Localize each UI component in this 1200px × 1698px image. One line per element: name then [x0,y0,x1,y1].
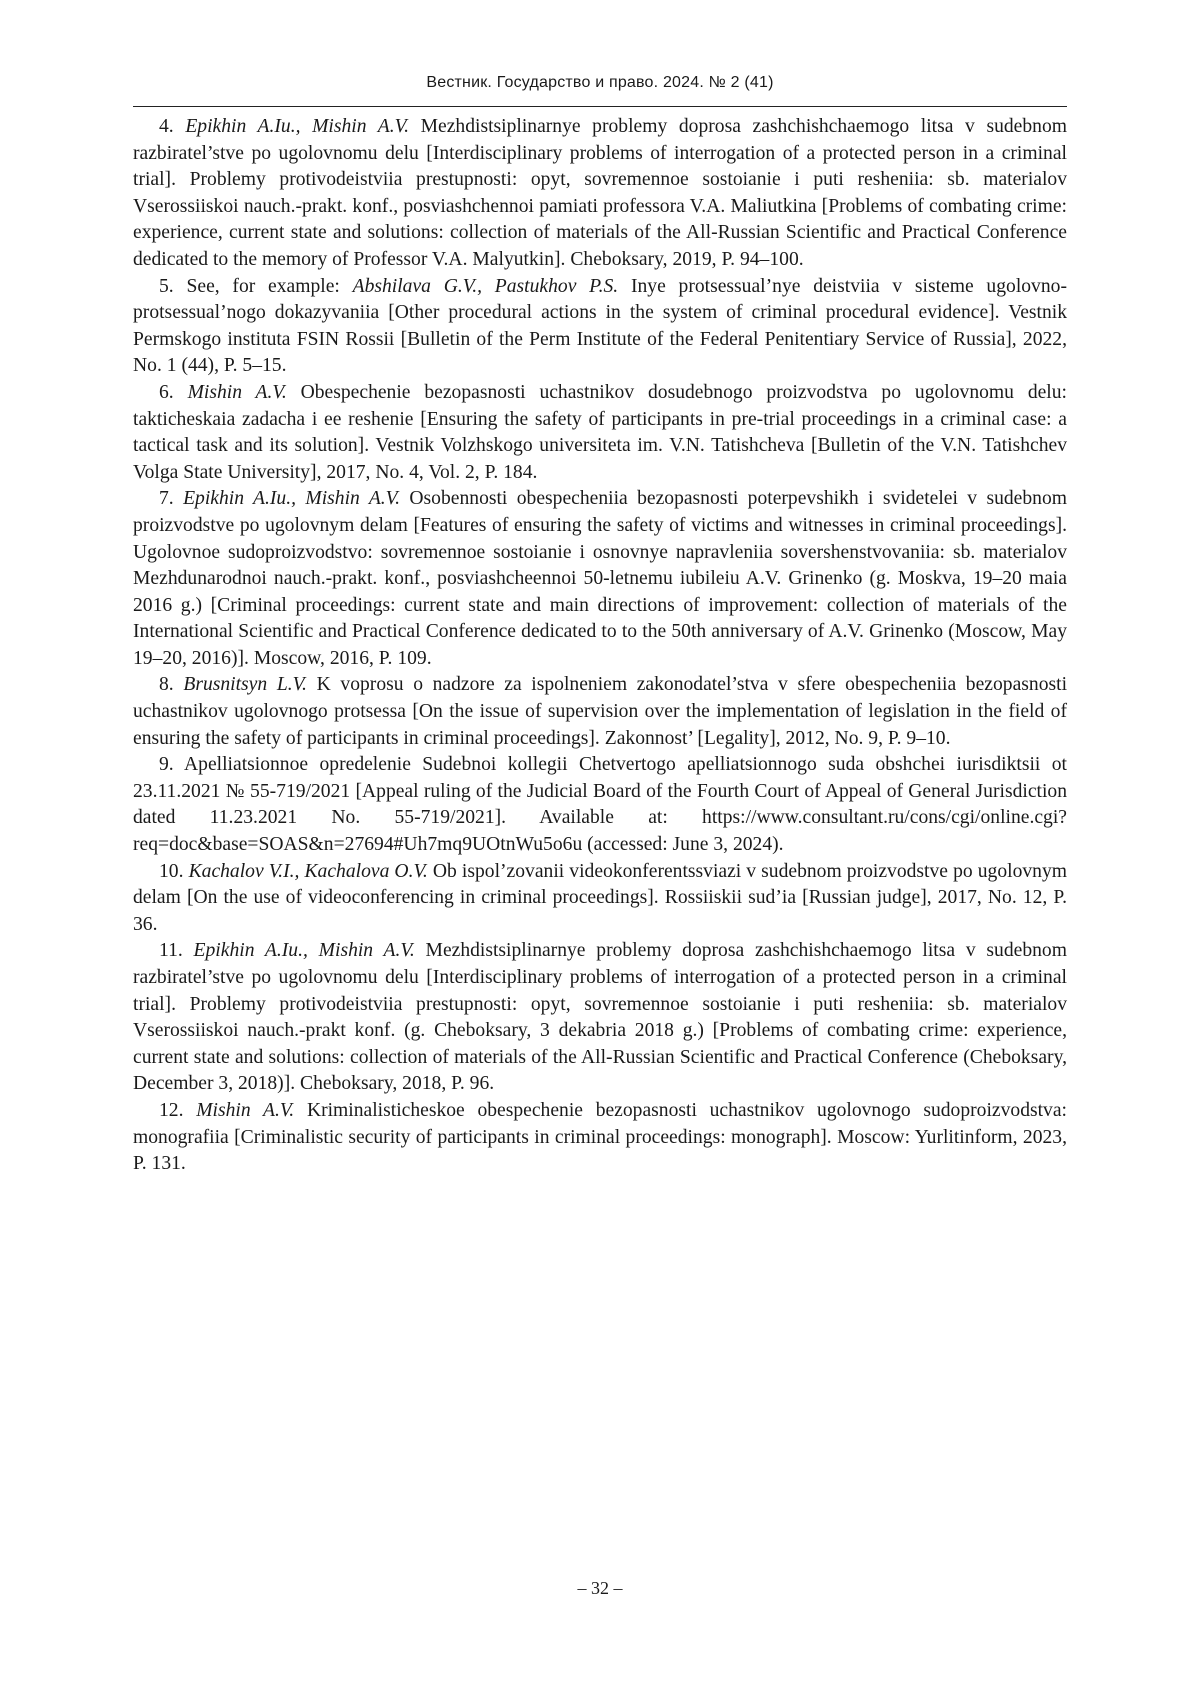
reference-authors: Epikhin A.Iu., Mishin A.V. [185,116,409,137]
reference-text: Mezhdistsiplinarnye problemy doprosa zashchishchaemogo litsa v sudebnom razbiratel’stve po ugolovnomu delu [Interdisciplinary problems of interrogation of a protected person in a criminal trial]. Problemy protivodeistviia prestupnosti: opyt, sovremennoe sostoianie i puti resheniia: sb. materialov Vserossiiskoi nauch.-prakt konf. (g. Cheboksary, 3 dekabria 2018 g.) [Problems of combating crime: experience, current state and solutions: collection of materials of the All-Russian Scientific and Practical Conference (Cheboksary, December 3, 2018)]. Cheboksary, 2018, P. 96. [133,940,1067,1095]
reference-item-10 [133,859,1067,939]
reference-number: 5. [159,275,174,297]
reference-text: K voprosu o nadzore za ispolneniem zakonodatel’stva v sfere obespecheniia bezopasnosti uchastnikov ugolovnogo protsessa [On the issue of supervision over the implementation of legislation in the field of ensuring the safety of participants in criminal proceedings]. Zakonnost’ [Legality], 2012, No. 9, P. 9–10. [133,674,1068,749]
reference-text: Apelliatsionnoe opredelenie Sudebnoi kollegii Chetvertogo apelliatsionnogo suda obshchei iurisdiktsii ot 23.11.2021 № 55-719/2021 [Appeal ruling of the Judicial Board of the Fourth Court of Appeal of General Jurisdiction dated 11.23.2021 No. 55-719/2021]. Available at: https://www.consultant.ru/cons/cgi/online.cgi?req=doc&base=SOAS&n=27694#Uh7mq9UOtnWu5o6u (accessed: June 3, 2024). [133,754,1067,856]
page-number: – 32 – [577,1578,623,1598]
reference-item-11 [133,938,1067,1098]
reference-authors: Kachalov V.I., Kachalova O.V. [188,860,428,882]
reference-authors: Epikhin A.Iu., Mishin A.V. [193,940,415,962]
reference-item-12 [133,1098,1067,1178]
header-rule [133,106,1067,107]
reference-number: 12. [159,1099,184,1121]
reference-text: Osobennosti obespecheniia bezopasnosti poterpevshikh i svidetelei v sudebnom proizvodstve po ugolovnym delam [Features of ensuring the safety of victims and witnesses in criminal proceedings]. Ugolovnoe sudoproizvodstvo: sovremennoe sostoianie i osnovnye napravleniia sovershenstvovaniia: sb. materialov Mezhdunarodnoi nauch.-prakt. konf., posviashcheennoi 50-letnemu iubileiu A.V. Grinenko (g. Moskva, 19–20 maia 2016 g.) [Criminal proceedings: current state and main directions of improvement: collection of materials of the International Scientific and Practical Conference dedicated to to the 50th anniversary of A.V. Grinenko (Moscow, May 19–20, 2016)]. Moscow, 2016, P. 109. [133,488,1067,669]
reference-number: 4. [159,116,174,137]
reference-item-7 [133,486,1067,672]
reference-item-9 [133,752,1067,858]
reference-number: 10. [159,860,184,882]
reference-authors: Mishin A.V. [196,1099,295,1121]
reference-text: Obespechenie bezopasnosti uchastnikov dosudebnogo proizvodstva po ugolovnomu delu: takticheskaia zadacha i ee reshenie [Ensuring the safety of participants in pre-trial proceedings in a criminal case: a tactical task and its solution]. Vestnik Volzhskogo universiteta im. V.N. Tatishcheva [Bulletin of the V.N. Tatishchev Volga State University], 2017, No. 4, Vol. 2, P. 184. [133,381,1067,483]
reference-authors: Brusnitsyn L.V. [183,674,307,696]
reference-text: Inye protsessual’nye deistviia v sisteme ugolovno-protsessual’nogo dokazyvaniia [Other procedural actions in the system of criminal procedural evidence]. Vestnik Permskogo instituta FSIN Rossii [Bulletin of the Perm Institute of the Federal Penitentiary Service of Russia], 2022, No. 1 (44), P. 5–15. [133,275,1067,377]
reference-text: Mezhdistsiplinarnye problemy doprosa zashchishchaemogo litsa v sudebnom razbiratel’stve po ugolovnomu delu [Interdisciplinary problems of interrogation of a protected person in a criminal trial]. Problemy protivodeistviia prestupnosti: opyt, sovremennoe sostoianie i puti resheniia: sb. materialov Vserossiiskoi nauch.-prakt. konf., posviashchennoi pamiati professora V.A. Maliutkina [Problems of combating crime: experience, current state and solutions: collection of materials of the All-Russian Scientific and Practical Conference dedicated to the memory of Professor V.A. Malyutkin]. Cheboksary, 2019, P. 94–100. [133,116,1067,270]
reference-number: 7. [159,488,174,510]
reference-number: 8. [159,674,174,696]
reference-authors: Epikhin A.Iu., Mishin A.V. [183,488,401,510]
reference-prefix: See, for example: [186,275,340,297]
reference-item-8 [133,672,1067,752]
running-header: Вестник. Государство и право. 2024. № 2 (41) [426,74,774,91]
reference-number: 11. [159,940,183,962]
reference-text: Ob ispol’zovanii videokonferentssviazi v sudebnom proizvodstve po ugolovnym delam [On the use of videoconferencing in criminal proceedings]. Rossiiskii sud’ia [Russian judge], 2017, No. 12, P. 36. [133,860,1067,935]
reference-item-4 [133,114,1067,274]
reference-authors: Mishin A.V. [187,381,287,403]
reference-list [133,114,1067,1178]
reference-number: 6. [159,381,174,403]
reference-item-5 [133,274,1067,380]
reference-text: Kriminalisticheskoe obespechenie bezopasnosti uchastnikov ugolovnogo sudoproizvodstva: monografiia [Criminalistic security of participants in criminal proceedings: monograph]. Moscow: Yurlitinform, 2023, P. 131. [133,1099,1067,1175]
reference-number: 9. [159,754,174,776]
reference-authors: Abshilava G.V., Pastukhov P.S. [352,275,619,297]
reference-item-6 [133,380,1067,486]
